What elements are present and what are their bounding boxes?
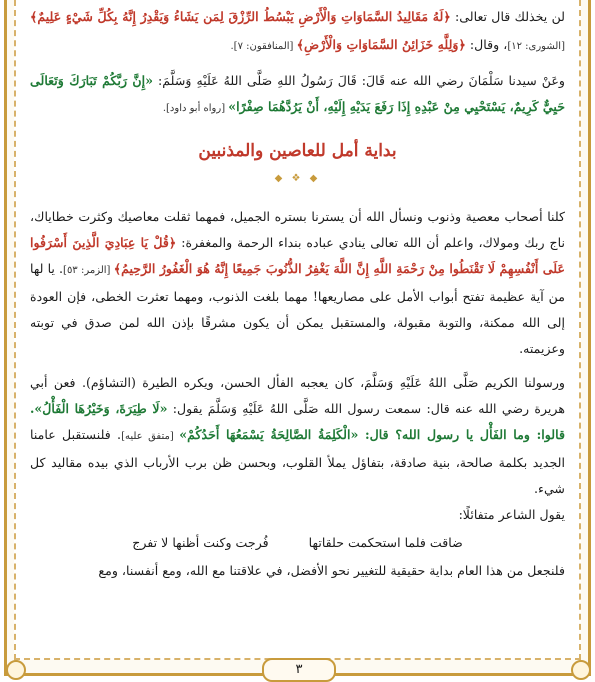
hadith-text: «إِنَّ رَبَّكُمْ تَبَارَكَ وَتَعَالَى حَيِيٌّ كَرِيمٌ، يَسْتَحْيِي مِنْ عَبْدِهِ إِذَا رَفَعَ يَدَيْهِ إِلَيْهِ، أَنْ يَرُدَّهُمَا صِفْرًا» — [30, 73, 565, 114]
paragraph-optimism — [30, 370, 565, 502]
paragraph-text: ، وقال: — [465, 37, 508, 52]
quran-verse: ﴿وَلِلَّهِ خَزَائِنُ السَّمَاوَاتِ وَالْأَرْضِ﴾ — [296, 37, 466, 52]
verse-reference: [الزمر: ٥٣] — [63, 265, 114, 276]
hadith-reference: [رواه أبو داود]. — [162, 103, 229, 114]
page-number-text: ٣ — [295, 662, 303, 677]
paragraph-text: . فلنستقبل عامنا الجديد بكلمة صالحة، بنية صادقة، بتفاؤل يملأ القلوب، وبحسن ظن برب الأرباب الذي بيده مقاليد كل شيء. — [30, 427, 565, 496]
paragraph-hadith-salman — [30, 68, 565, 122]
paragraph-repentance — [30, 204, 565, 362]
paragraph-text: . يا لها من آية عظيمة تفتح أبواب الأمل على مصاريعها! مهما بلغت الذنوب، ومهما تعثرت الخطى، فإن العودة إلى الله ممكنة، والتوبة مقبولة، والمستقبل يمكن أن يكون مشرقًا بإذن الله لمن صدق في توبته وعزيمته. — [30, 261, 565, 356]
poem-hemistich-second: فُرجت وكنت أظنها لا تفرج — [132, 535, 269, 550]
frame-corner-bottom-right — [571, 660, 591, 680]
heading-ornament: ◆ ❖ ◆ — [274, 173, 321, 184]
verse-reference: [المنافقون: ٧]. — [230, 41, 297, 52]
paragraph-quran-verses — [30, 4, 565, 60]
hadith-reference: [متفق عليه] — [121, 431, 180, 442]
page-number — [262, 658, 336, 682]
paragraph-text: وعَنْ سيدنا سَلْمَانَ رضي الله عنه قَالَ: قَالَ رَسُولُ اللهِ صَلَّى اللهُ عَلَيْهِ وَسَلَّمَ: — [153, 73, 565, 88]
hadith-text: «لَا طِيَرَةَ، وَخَيْرُهَا الْفَأْلُ». قالوا: وما الفَأْل يا رسول الله؟ قال: «الْكَلِمَةُ الصَّالِحَةُ يَسْمَعُهَا أَحَدُكُمْ» — [30, 401, 565, 442]
paragraph-text: كلنا أصحاب معصية وذنوب ونسأل الله أن يسترنا بستره الجميل، فمهما ثقلت معاصيك وكثرت خطاياك، ناج ربك ومولاك، واعلم أن الله تعالى ينادي عباده بنداء الرحمة والمغفرة: — [30, 209, 566, 250]
section-heading: بداية أمل للعاصين والمذنبين — [198, 141, 397, 161]
quran-verse: ﴿قُلْ يَا عِبَادِيَ الَّذِينَ أَسْرَفُوا عَلَى أَنْفُسِهِمْ لَا تَقْنَطُوا مِنْ رَحْمَةِ اللَّهِ إِنَّ اللَّهَ يَغْفِرُ الذُّنُوبَ جَمِيعًا إِنَّهُ هُوَ الْغَفُورُ الرَّحِيمُ﴾ — [30, 235, 565, 276]
frame-corner-bottom-left — [6, 660, 26, 680]
poem-hemistich-first: ضاقت فلما استحكمت حلقاتها — [308, 535, 463, 550]
verse-reference: [الشورى: ١٢] — [507, 41, 565, 52]
page-content — [30, 4, 565, 584]
paragraph-text: لن يخذلك قال تعالى: — [450, 9, 565, 24]
paragraph-closing: فلنجعل من هذا العام بداية حقيقية للتغيير نحو الأفضل، في علاقتنا مع الله، ومع أنفسنا، ومع — [98, 563, 565, 578]
quran-verse: ﴿لَهُ مَقَالِيدُ السَّمَاوَاتِ وَالْأَرْضِ يَبْسُطُ الرِّزْقَ لِمَن يَشَاءُ وَيَقْدِرُ إِنَّهُ بِكُلِّ شَيْءٍ عَلِيمٌ﴾ — [30, 9, 451, 24]
poem-verse — [30, 530, 565, 556]
poet-intro: يقول الشاعر متفائلًا: — [458, 507, 565, 522]
paragraph-text: ورسولنا الكريم صَلَّى اللهُ عَلَيْهِ وَسَلَّمَ، كان يعجبه الفأل الحسن، ويكره الطيرة (التشاؤم). فعن أبي هريرة رضي الله عنه قال: سمعت رسول الله صَلَّى اللهُ عَلَيْهِ وَسَلَّمَ يقول: — [30, 375, 565, 416]
